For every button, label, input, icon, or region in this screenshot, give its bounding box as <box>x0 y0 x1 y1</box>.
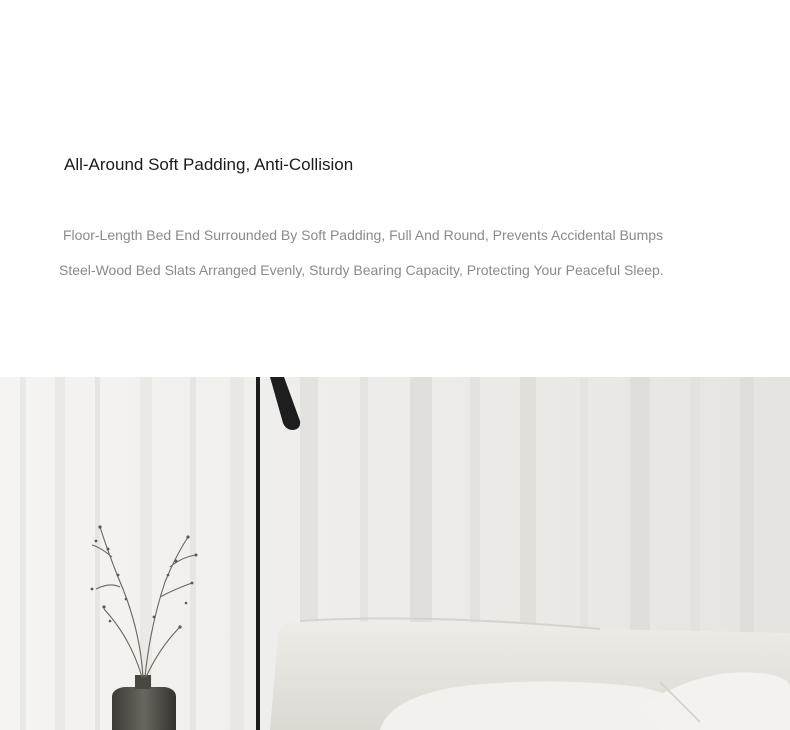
floor-lamp <box>256 377 260 730</box>
description-line-2: Steel-Wood Bed Slats Arranged Evenly, Sturdy Bearing Capacity, Protecting Your Peaceful Sleep. <box>59 262 664 278</box>
description-line-1: Floor-Length Bed End Surrounded By Soft Padding, Full And Round, Prevents Accidental Bumps <box>63 227 664 243</box>
bed <box>270 618 790 730</box>
bedroom-scene-illustration <box>0 377 790 730</box>
product-photo <box>0 377 790 730</box>
section-title: All-Around Soft Padding, Anti-Collision <box>64 155 354 174</box>
